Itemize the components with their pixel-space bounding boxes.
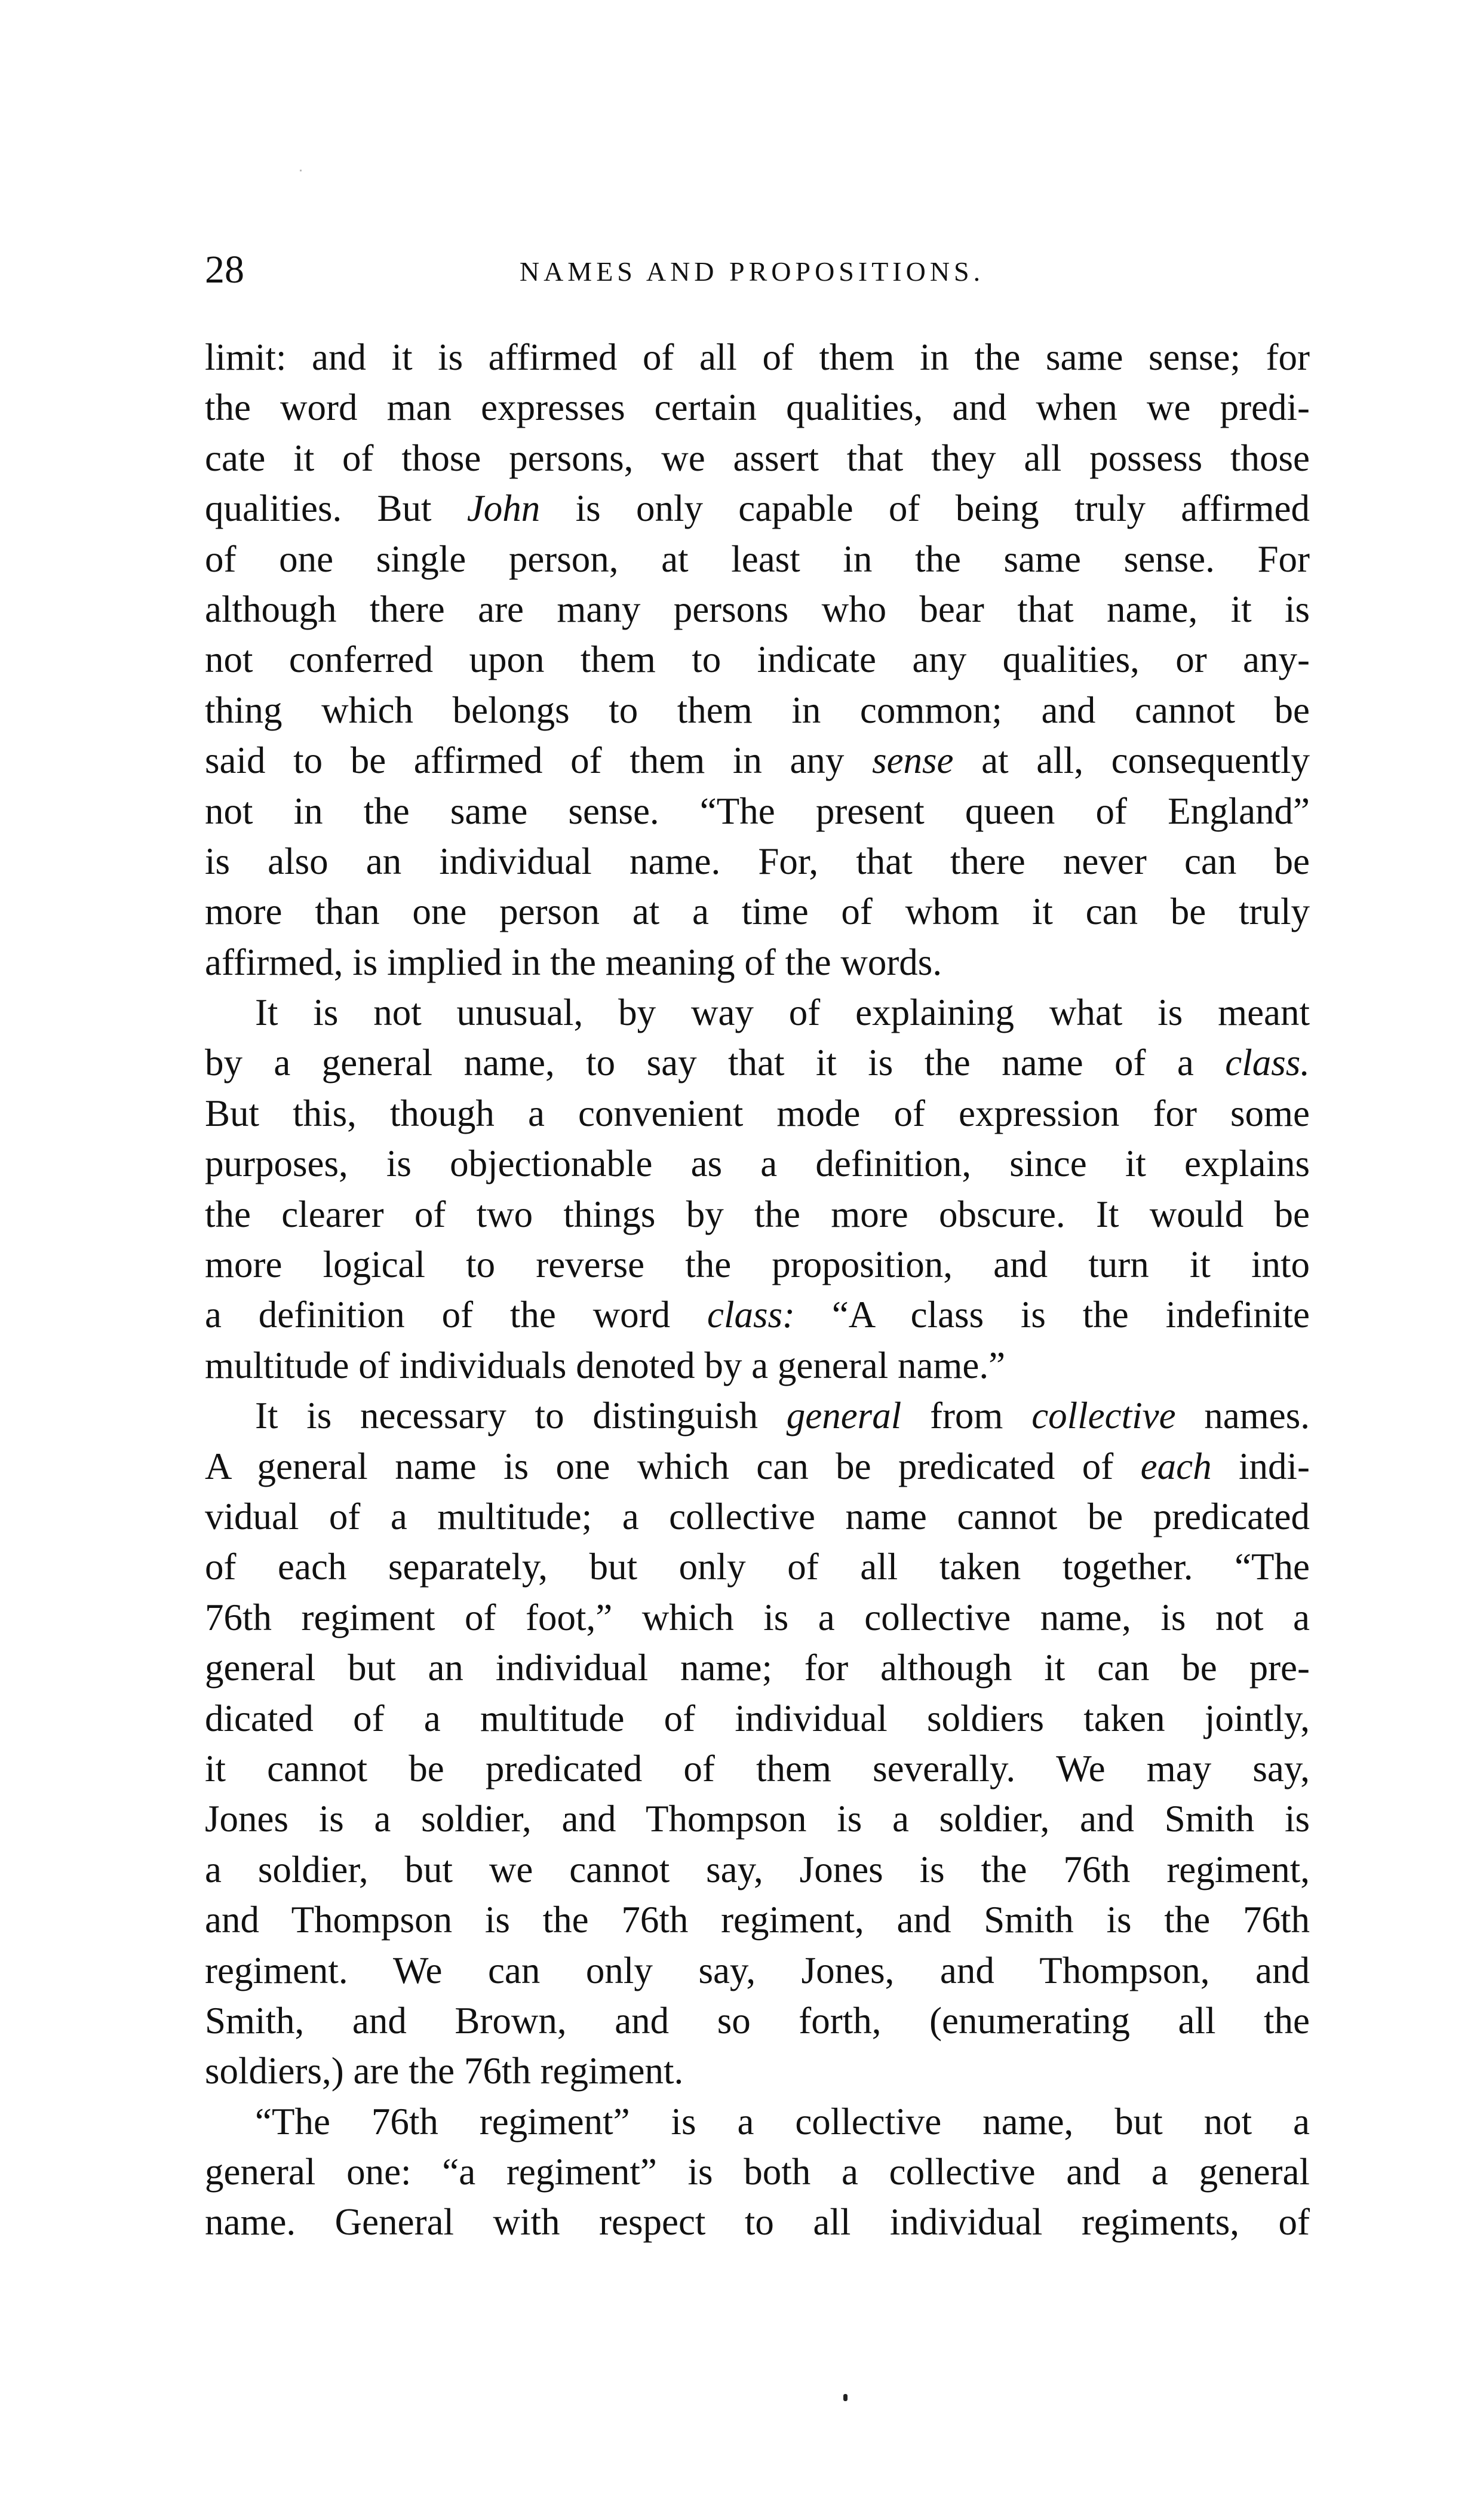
text-segment: 76th regiment of foot,” which is a collective name, is not a — [205, 1596, 1310, 1638]
text-segment: Jones is a soldier, and Thompson is a soldier, and Smith is — [205, 1798, 1310, 1840]
text-line — [205, 1088, 1310, 1138]
text-segment: by a general name, to say that it is the name of a — [205, 1042, 1226, 1084]
text-segment: at all, consequently — [953, 739, 1310, 782]
text-line — [205, 1038, 1310, 1088]
text-line — [205, 1189, 1310, 1239]
italic-text: each — [1140, 1445, 1212, 1487]
text-segment: It is not unusual, by way of explaining what is meant — [255, 992, 1310, 1034]
text-line — [205, 1290, 1310, 1340]
text-line — [205, 1491, 1310, 1542]
text-line — [205, 1542, 1310, 1592]
text-segment: of each separately, but only of all taken together. “The — [205, 1546, 1310, 1588]
text-line — [205, 836, 1310, 886]
text-segment: it cannot be predicated of them severally. We may say, — [205, 1747, 1310, 1790]
text-line — [205, 1643, 1310, 1693]
text-segment: a soldier, but we cannot say, Jones is the 76th regiment, — [205, 1848, 1310, 1890]
text-line — [205, 735, 1310, 785]
text-segment: and Thompson is the 76th regiment, and Smith is the 76th — [205, 1899, 1310, 1941]
text-line — [205, 1996, 1310, 2046]
text-line — [205, 584, 1310, 634]
text-line — [205, 634, 1310, 685]
text-segment: a definition of the word — [205, 1294, 707, 1336]
text-segment: “A class is the indefinite — [794, 1294, 1310, 1336]
text-segment: soldiers,) are the 76th regiment. — [205, 2050, 684, 2092]
text-segment: A general name is one which can be predicated of — [205, 1445, 1141, 1487]
text-line — [205, 1945, 1310, 1996]
text-line — [205, 433, 1310, 483]
text-segment: although there are many persons who bear that name, it is — [205, 588, 1310, 630]
page-number: 28 — [205, 248, 244, 291]
text-segment: of one single person, at least in the same sense. For — [205, 538, 1310, 580]
text-line — [205, 685, 1310, 735]
text-line — [205, 987, 1310, 1038]
text-segment: Smith, and Brown, and so forth, (enumerating all the — [205, 1999, 1310, 2042]
text-segment: regiment. We can only say, Jones, and Thompson, and — [205, 1949, 1310, 1991]
text-line — [205, 2197, 1310, 2247]
text-line — [205, 1794, 1310, 1844]
text-line — [205, 332, 1310, 382]
text-segment: dicated of a multitude of individual soldiers taken jointly, — [205, 1697, 1310, 1739]
text-segment: qualities. But — [205, 487, 467, 530]
text-line — [205, 1441, 1310, 1491]
italic-text: class: — [707, 1294, 795, 1336]
text-line — [205, 1239, 1310, 1290]
text-segment: names. — [1175, 1395, 1310, 1437]
text-segment: name. General with respect to all individual regiments, of — [205, 2201, 1310, 2243]
italic-text: class. — [1225, 1042, 1310, 1084]
text-line — [205, 2046, 1310, 2096]
text-segment: more logical to reverse the proposition, and turn it into — [205, 1244, 1310, 1286]
text-segment: indi- — [1211, 1445, 1310, 1487]
text-line — [205, 382, 1310, 432]
italic-text: sense — [872, 739, 954, 782]
text-segment: said to be affirmed of them in any — [205, 739, 873, 782]
text-segment: not conferred upon them to indicate any qualities, or any- — [205, 639, 1310, 681]
text-line — [205, 1592, 1310, 1643]
text-line — [205, 483, 1310, 533]
text-segment: “The 76th regiment” is a collective name, but not a — [255, 2100, 1310, 2143]
text-segment: multitude of individuals denoted by a general name.” — [205, 1344, 1006, 1386]
text-line — [205, 1391, 1310, 1441]
text-segment: is only capable of being truly affirmed — [540, 487, 1310, 530]
text-segment: affirmed, is implied in the meaning of the words. — [205, 941, 942, 983]
text-line — [205, 1340, 1310, 1391]
text-segment: is also an individual name. For, that there never can be — [205, 840, 1310, 882]
italic-text: John — [466, 487, 541, 530]
text-line — [205, 1744, 1310, 1794]
text-line — [205, 1895, 1310, 1945]
text-segment: cate it of those persons, we assert that they all possess those — [205, 437, 1310, 479]
text-segment: the clearer of two things by the more obscure. It would be — [205, 1193, 1310, 1235]
text-segment: the word man expresses certain qualities, and when we predi- — [205, 386, 1310, 429]
text-segment: But this, though a convenient mode of expression for some — [205, 1092, 1310, 1134]
text-line — [205, 1138, 1310, 1189]
text-line — [205, 2097, 1310, 2147]
text-segment: It is necessary to distinguish — [255, 1395, 787, 1437]
italic-text: general — [786, 1395, 902, 1437]
text-line — [205, 2147, 1310, 2197]
text-segment: purposes, is objectionable as a definition, since it explains — [205, 1143, 1310, 1185]
text-line — [205, 786, 1310, 836]
text-line — [205, 1844, 1310, 1895]
text-segment: vidual of a multitude; a collective name cannot be predicated — [205, 1495, 1310, 1537]
text-line — [205, 1693, 1310, 1744]
body-text — [205, 332, 1310, 2248]
signature-mark — [843, 2394, 848, 2401]
text-segment: thing which belongs to them in common; and cannot be — [205, 689, 1310, 731]
italic-text: collective — [1031, 1395, 1176, 1437]
text-line — [205, 886, 1310, 937]
text-line — [205, 937, 1310, 987]
text-segment: from — [901, 1395, 1032, 1437]
text-segment: general one: “a regiment” is both a collective and a general — [205, 2151, 1310, 2193]
text-segment: more than one person at a time of whom it can be truly — [205, 891, 1310, 933]
text-line — [205, 534, 1310, 584]
text-segment: general but an individual name; for although it can be pre- — [205, 1647, 1310, 1689]
running-head: NAMES AND PROPOSITIONS. — [519, 256, 985, 287]
text-segment: not in the same sense. “The present queen of England” — [205, 790, 1310, 832]
text-segment: limit: and it is affirmed of all of them in the same sense; for — [205, 336, 1310, 378]
scan-speck — [300, 170, 302, 171]
